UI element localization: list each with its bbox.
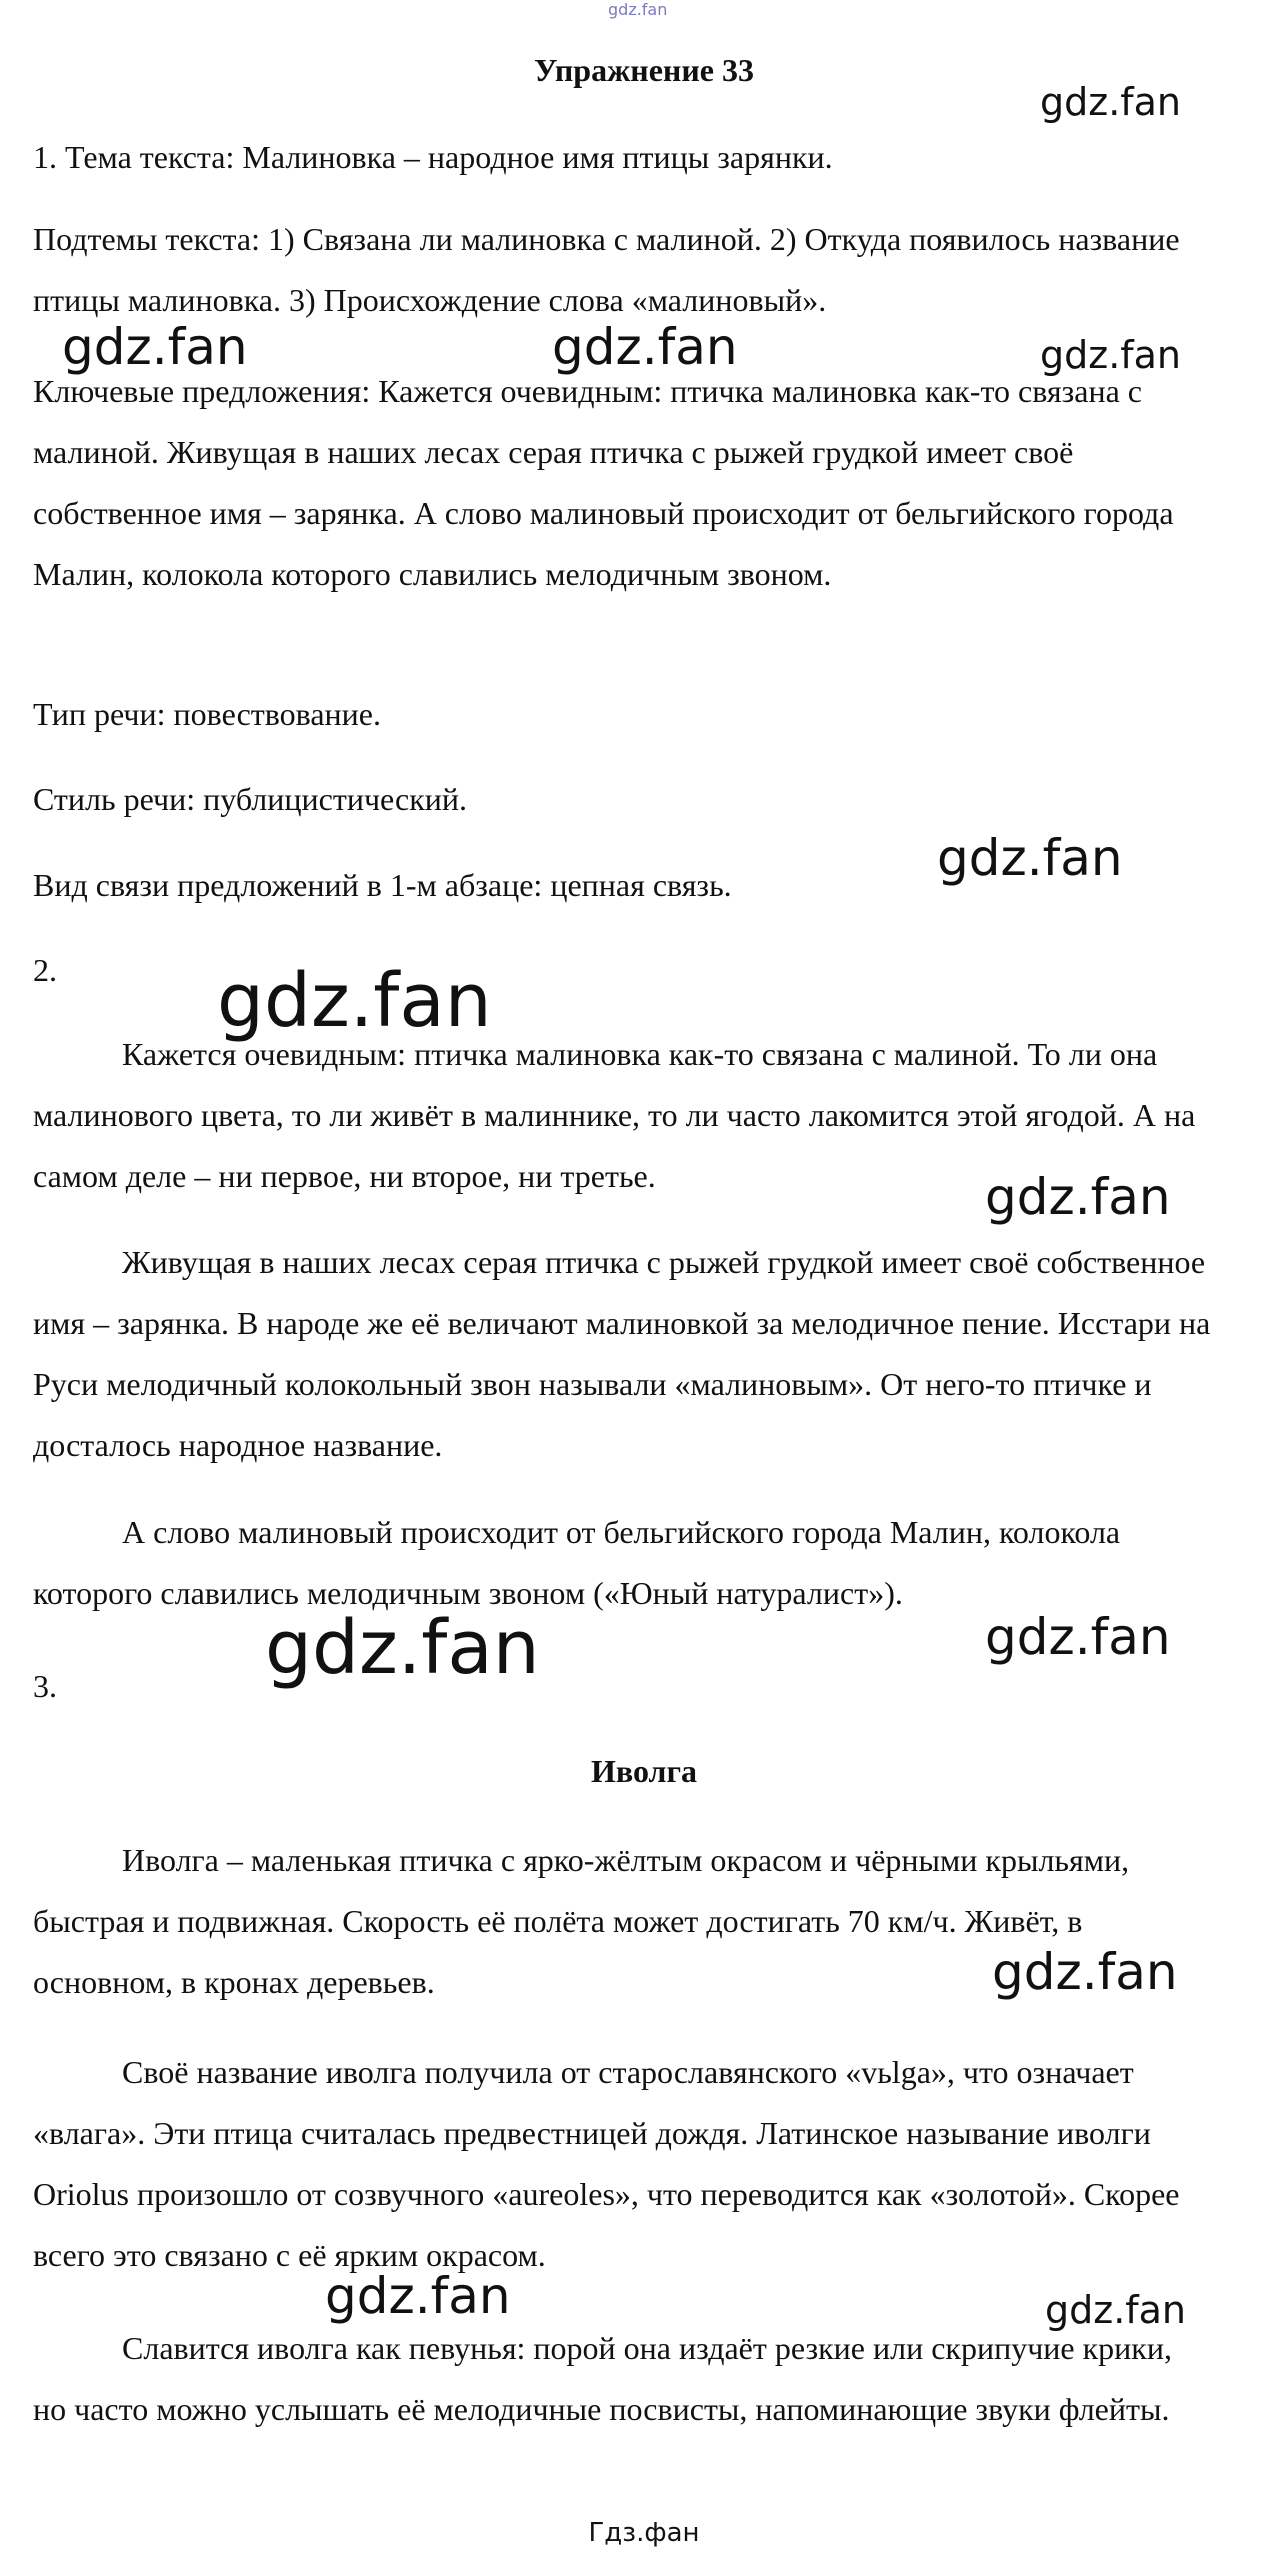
watermark: gdz.fan: [62, 318, 248, 376]
watermark: gdz.fan: [1040, 333, 1182, 377]
text-theme: 1. Тема текста: Малиновка – народное имя птицы зарянки.: [33, 139, 833, 175]
watermark: gdz.fan: [552, 318, 738, 376]
watermark: gdz.fan: [985, 1168, 1171, 1226]
paragraph: Кажется очевидным: птичка малиновка как-то связана с малиной. То ли она малинового цвета, то ли живёт в малиннике, то ли часто лакомится этой ягодой. А на самом деле – ни первое, ни второе, ни третье.: [33, 1036, 1196, 1194]
text-speech-style: Стиль речи: публицистический.: [33, 781, 468, 817]
paragraph: Живущая в наших лесах серая птичка с рыжей грудкой имеет своё собственное имя – зарянка. В народе же её величают малиновкой за мелодичное пение. Исстари на Руси мелодичный колокольный звон называли «малиновым». От него-то птичке и досталось народное название.: [33, 1244, 1211, 1463]
text-speech-type: Тип речи: повествование.: [33, 696, 381, 732]
watermark: gdz.fan: [325, 2267, 511, 2325]
page-title: Упражнение 33: [533, 52, 754, 88]
watermark: gdz.fan: [265, 1605, 540, 1691]
paragraph: Славится иволга как певунья: порой она издаёт резкие или скрипучие крики, но часто можно услышать её мелодичные посвисты, напоминающие звуки флейты.: [33, 2330, 1172, 2427]
footer-label: Гдз.фан: [588, 2518, 700, 2548]
watermark: gdz.fan: [1040, 80, 1182, 124]
section-number-3: 3.: [33, 1668, 57, 1704]
watermark: gdz.fan: [217, 958, 492, 1044]
watermark: gdz.fan: [1045, 2288, 1187, 2332]
text-link-type: Вид связи предложений в 1-м абзаце: цепная связь.: [33, 867, 732, 903]
watermark: gdz.fan: [985, 1608, 1171, 1666]
watermark: gdz.fan: [937, 829, 1123, 887]
paragraph: Иволга – маленькая птичка с ярко-жёлтым окрасом и чёрными крыльями, быстрая и подвижная. Скорость её полёта может достигать 70 км/ч. Живёт, в основном, в кронах деревьев.: [33, 1842, 1130, 2000]
paragraph: Своё название иволга получила от старославянского «vьlga», что означает «влага». Эти птица считалась предвестницей дождя. Латинское называние иволги Oriolus произошло от созвучного «aureoles», что переводится как «золотой». Скорее всего это связано с её ярким окрасом.: [33, 2054, 1180, 2273]
section-number-2: 2.: [33, 952, 57, 988]
text-subthemes: Подтемы текста: 1) Связана ли малиновка с малиной. 2) Откуда появилось название птицы малиновка. 3) Происхождение слова «малиновый».: [33, 221, 1180, 318]
watermark: gdz.fan: [992, 1943, 1178, 2001]
text-key-sentences: Ключевые предложения: Кажется очевидным: птичка малиновка как-то связана с малиной. Живущая в наших лесах серая птичка с рыжей грудкой имеет своё собственное имя – зарянка. А слово малиновый происходит от бельгийского города Малин, колокола которого славились мелодичным звоном.: [33, 373, 1174, 592]
top-watermark: gdz.fan: [608, 0, 668, 19]
section-title: Иволга: [590, 1753, 697, 1789]
paragraph: А слово малиновый происходит от бельгийского города Малин, колокола которого славились мелодичным звоном («Юный натуралист»).: [33, 1514, 1121, 1611]
